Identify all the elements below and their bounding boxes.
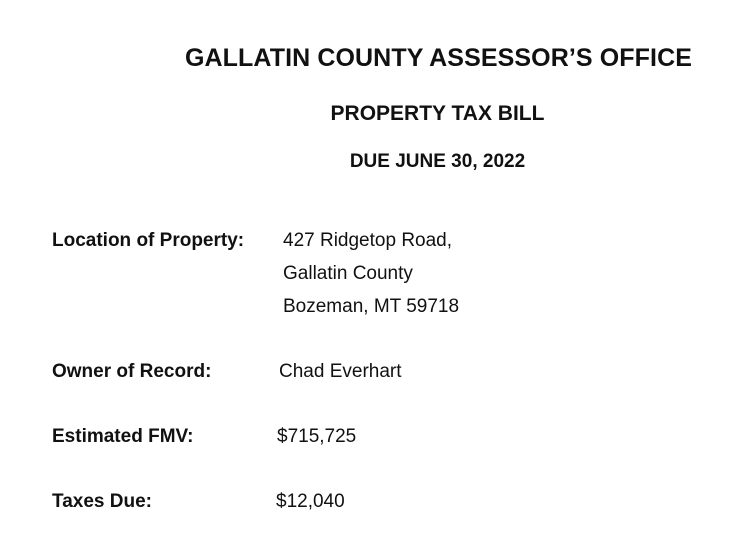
owner-label: Owner of Record:	[52, 361, 212, 382]
taxes-label: Taxes Due:	[52, 491, 152, 512]
address-line-street: 427 Ridgetop Road,	[283, 230, 453, 251]
location-label: Location of Property:	[52, 230, 245, 251]
due-date: DUE JUNE 30, 2022	[349, 151, 526, 172]
fmv-value: $715,725	[277, 426, 357, 447]
location-value	[283, 224, 459, 323]
fmv-label: Estimated FMV:	[52, 426, 194, 447]
address-line-county: Gallatin County	[283, 263, 413, 284]
taxes-value: $12,040	[276, 491, 345, 512]
address-line-city: Bozeman, MT 59718	[283, 296, 460, 317]
owner-value: Chad Everhart	[279, 361, 402, 382]
bill-title: PROPERTY TAX BILL	[330, 102, 545, 125]
office-title: GALLATIN COUNTY ASSESSOR’S OFFICE	[184, 44, 693, 72]
